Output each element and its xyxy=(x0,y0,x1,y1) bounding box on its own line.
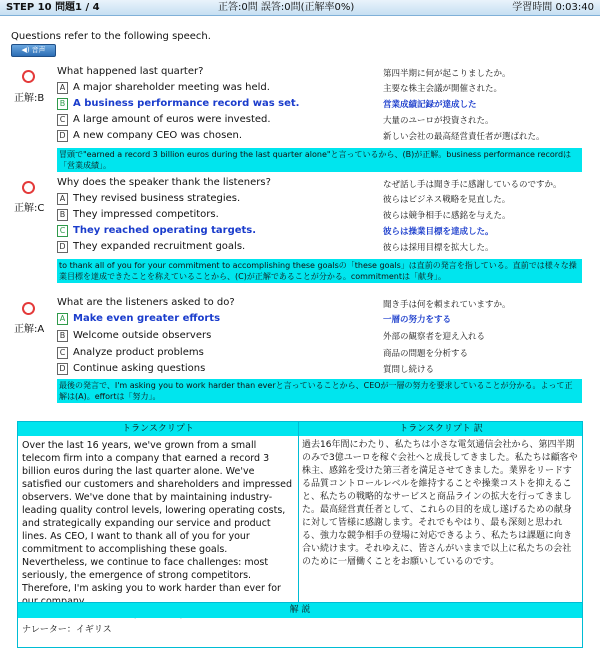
option-text-ja: 彼らは採用目標を拡大した。 xyxy=(383,243,494,253)
option-d[interactable] xyxy=(57,363,597,377)
option-text-ja: 主要な株主会議が開催された。 xyxy=(383,84,503,94)
option-letter[interactable]: C xyxy=(57,225,68,237)
option-text: A new company CEO was chosen. xyxy=(73,130,243,141)
speaker-icon: ◀) xyxy=(21,46,30,54)
option-letter[interactable]: D xyxy=(57,241,68,253)
option-c[interactable] xyxy=(57,347,597,361)
option-text: They reached operating targets. xyxy=(73,225,257,236)
option-text-ja: 大量のユーロが投資された。 xyxy=(383,116,494,126)
transcript-text-en xyxy=(22,439,294,621)
question-text-ja: なぜ話し手は聞き手に感謝しているのですか。 xyxy=(383,180,562,190)
option-text-ja: 外部の観察者を迎え入れる xyxy=(383,332,486,342)
option-a[interactable] xyxy=(57,82,597,96)
option-text: They revised business strategies. xyxy=(73,193,241,204)
option-letter[interactable]: B xyxy=(57,98,68,110)
option-letter[interactable]: A xyxy=(57,82,68,94)
question-text-ja: 聞き手は何を頼まれていますか。 xyxy=(383,300,511,310)
option-text-ja: 商品の問題を分析する xyxy=(383,349,469,359)
answer-label: 正解:A xyxy=(14,324,45,335)
audio-button[interactable] xyxy=(11,44,56,57)
option-text: They impressed competitors. xyxy=(73,209,219,220)
study-time: 学習時間 0:03:40 xyxy=(512,2,594,13)
option-letter[interactable]: A xyxy=(57,313,68,325)
question-text: Why does the speaker thank the listeners? xyxy=(57,177,271,188)
option-b[interactable] xyxy=(57,98,597,112)
option-text-ja: 一層の努力をする xyxy=(383,315,452,325)
option-letter[interactable]: C xyxy=(57,347,68,359)
column-divider xyxy=(298,422,299,602)
correct-circle-icon xyxy=(20,179,37,196)
explanation-box: to thank all of you for your commitment to accomplishing these goalsの「these goals」は直前の発言を指している。直前では様々な操業目標を達成できたことを称えていることから、(C)が正解であることが分かる。commitmentは「献身」。 xyxy=(57,259,582,283)
option-b[interactable] xyxy=(57,330,597,344)
question-text-ja: 第四半期に何が起こりましたか。 xyxy=(383,69,511,79)
transcript-body-en: Over the last 16 years, we've grown from a small telecom firm into a company that earned a record 3 billion euros during the last quarter alone. We've satisfied our customers and shareholders and impressed observers. We've done that by maintaining industry-leading quality control levels, lowering operating costs, and strategically expanding our service and product lines. As CEO, I want to thank all of you for your commitment to accomplishing these goals. Nevertheless, we continue to face challenges: most seriously, the emergence of strong competitors. Therefore, I'm asking you to work harder than ever for xyxy=(22,440,293,594)
option-a[interactable] xyxy=(57,313,597,327)
correct-circle-icon xyxy=(20,300,37,317)
explanation-box: 冒頭で"earned a record 3 billion euros during the last quarter alone"と言っているから、(B)が正解。business performance recordは「営業成績」。 xyxy=(57,148,582,172)
status-bar xyxy=(0,0,600,16)
transcript-header xyxy=(18,422,582,436)
option-text: A major shareholder meeting was held. xyxy=(73,82,270,93)
option-text: They expanded recruitment goals. xyxy=(73,241,246,252)
answer-label: 正解:C xyxy=(14,203,45,214)
option-b[interactable] xyxy=(57,209,597,223)
option-d[interactable] xyxy=(57,241,597,255)
option-letter[interactable]: D xyxy=(57,363,68,375)
option-text: Continue asking questions xyxy=(73,363,206,374)
option-text-ja: 彼らは操業目標を達成した。 xyxy=(383,227,494,237)
transcript-text-ja: 過去16年間にわたり、私たちは小さな電気通信会社から、第四半期のみで3億ユーロを稼ぐ会社へと成長してきました。私たちは顧客や株主、感銘を受けた第三者を満足させてきました。業界をリードする品質コントロールレベルを維持することや操業コストを抑えること、私たちの戦略的なサービスと商品ラインの拡大を行ってきました。最高経営責任者として、これらの目的を成し遂げるための献身に対して皆様に感謝します。それでもやはり、最も深刻と思われる、強力な競争相手の登場に対応できるよう、私たちは課題に向き合い続けます。それゆえに、皆さんがいままで以上に私たちの会社のために一層働くことをお願いしているのです。 xyxy=(302,440,578,567)
answer-label: 正解:B xyxy=(14,93,45,104)
correct-circle-icon xyxy=(20,68,37,85)
explanation-box: 最後の発言で、I'm asking you to work harder than everと言っていることから、CEOが一層の努力を要求していることが分かる。よって正解は(A)。effortは「努力」。 xyxy=(57,379,582,403)
option-text-ja: 彼らは競争相手に感銘を与えた。 xyxy=(383,211,511,221)
option-letter[interactable]: D xyxy=(57,130,68,142)
score-summary: 正答:0問 誤答:0問(正解率0%) xyxy=(218,2,355,13)
option-text: A large amount of euros were invested. xyxy=(73,114,271,125)
step-indicator: STEP 10 問題1 / 4 xyxy=(6,2,100,13)
instruction-text: Questions refer to the following speech. xyxy=(11,31,211,42)
option-text: Welcome outside observers xyxy=(73,330,212,341)
option-c[interactable] xyxy=(57,114,597,128)
option-d[interactable] xyxy=(57,130,597,144)
option-letter[interactable]: C xyxy=(57,114,68,126)
commentary-header: 解 説 xyxy=(18,602,582,618)
audio-button-label: 音声 xyxy=(31,46,46,54)
option-text: Make even greater efforts xyxy=(73,313,221,324)
option-letter[interactable]: B xyxy=(57,330,68,342)
option-text-ja: 彼らはビジネス戦略を見直した。 xyxy=(383,195,511,205)
option-text-ja: 新しい会社の最高経営責任者が選ばれた。 xyxy=(383,132,545,142)
option-text-ja: 質問し続ける xyxy=(383,365,435,375)
option-letter[interactable]: A xyxy=(57,193,68,205)
option-text: Analyze product problems xyxy=(73,347,204,358)
question-text: What are the listeners asked to do? xyxy=(57,297,235,308)
transcript-table xyxy=(17,421,583,648)
option-c[interactable] xyxy=(57,225,597,239)
question-text: What happened last quarter? xyxy=(57,66,204,77)
transcript-header-ja: トランスクリプト 訳 xyxy=(399,424,483,434)
transcript-header-en: トランスクリプト xyxy=(122,424,194,434)
narrator-label: ナレーター：イギリス xyxy=(22,625,112,635)
option-text: A business performance record was set. xyxy=(73,98,300,109)
option-text-ja: 営業成績記録が達成した xyxy=(383,100,477,110)
option-a[interactable] xyxy=(57,193,597,207)
option-letter[interactable]: B xyxy=(57,209,68,221)
